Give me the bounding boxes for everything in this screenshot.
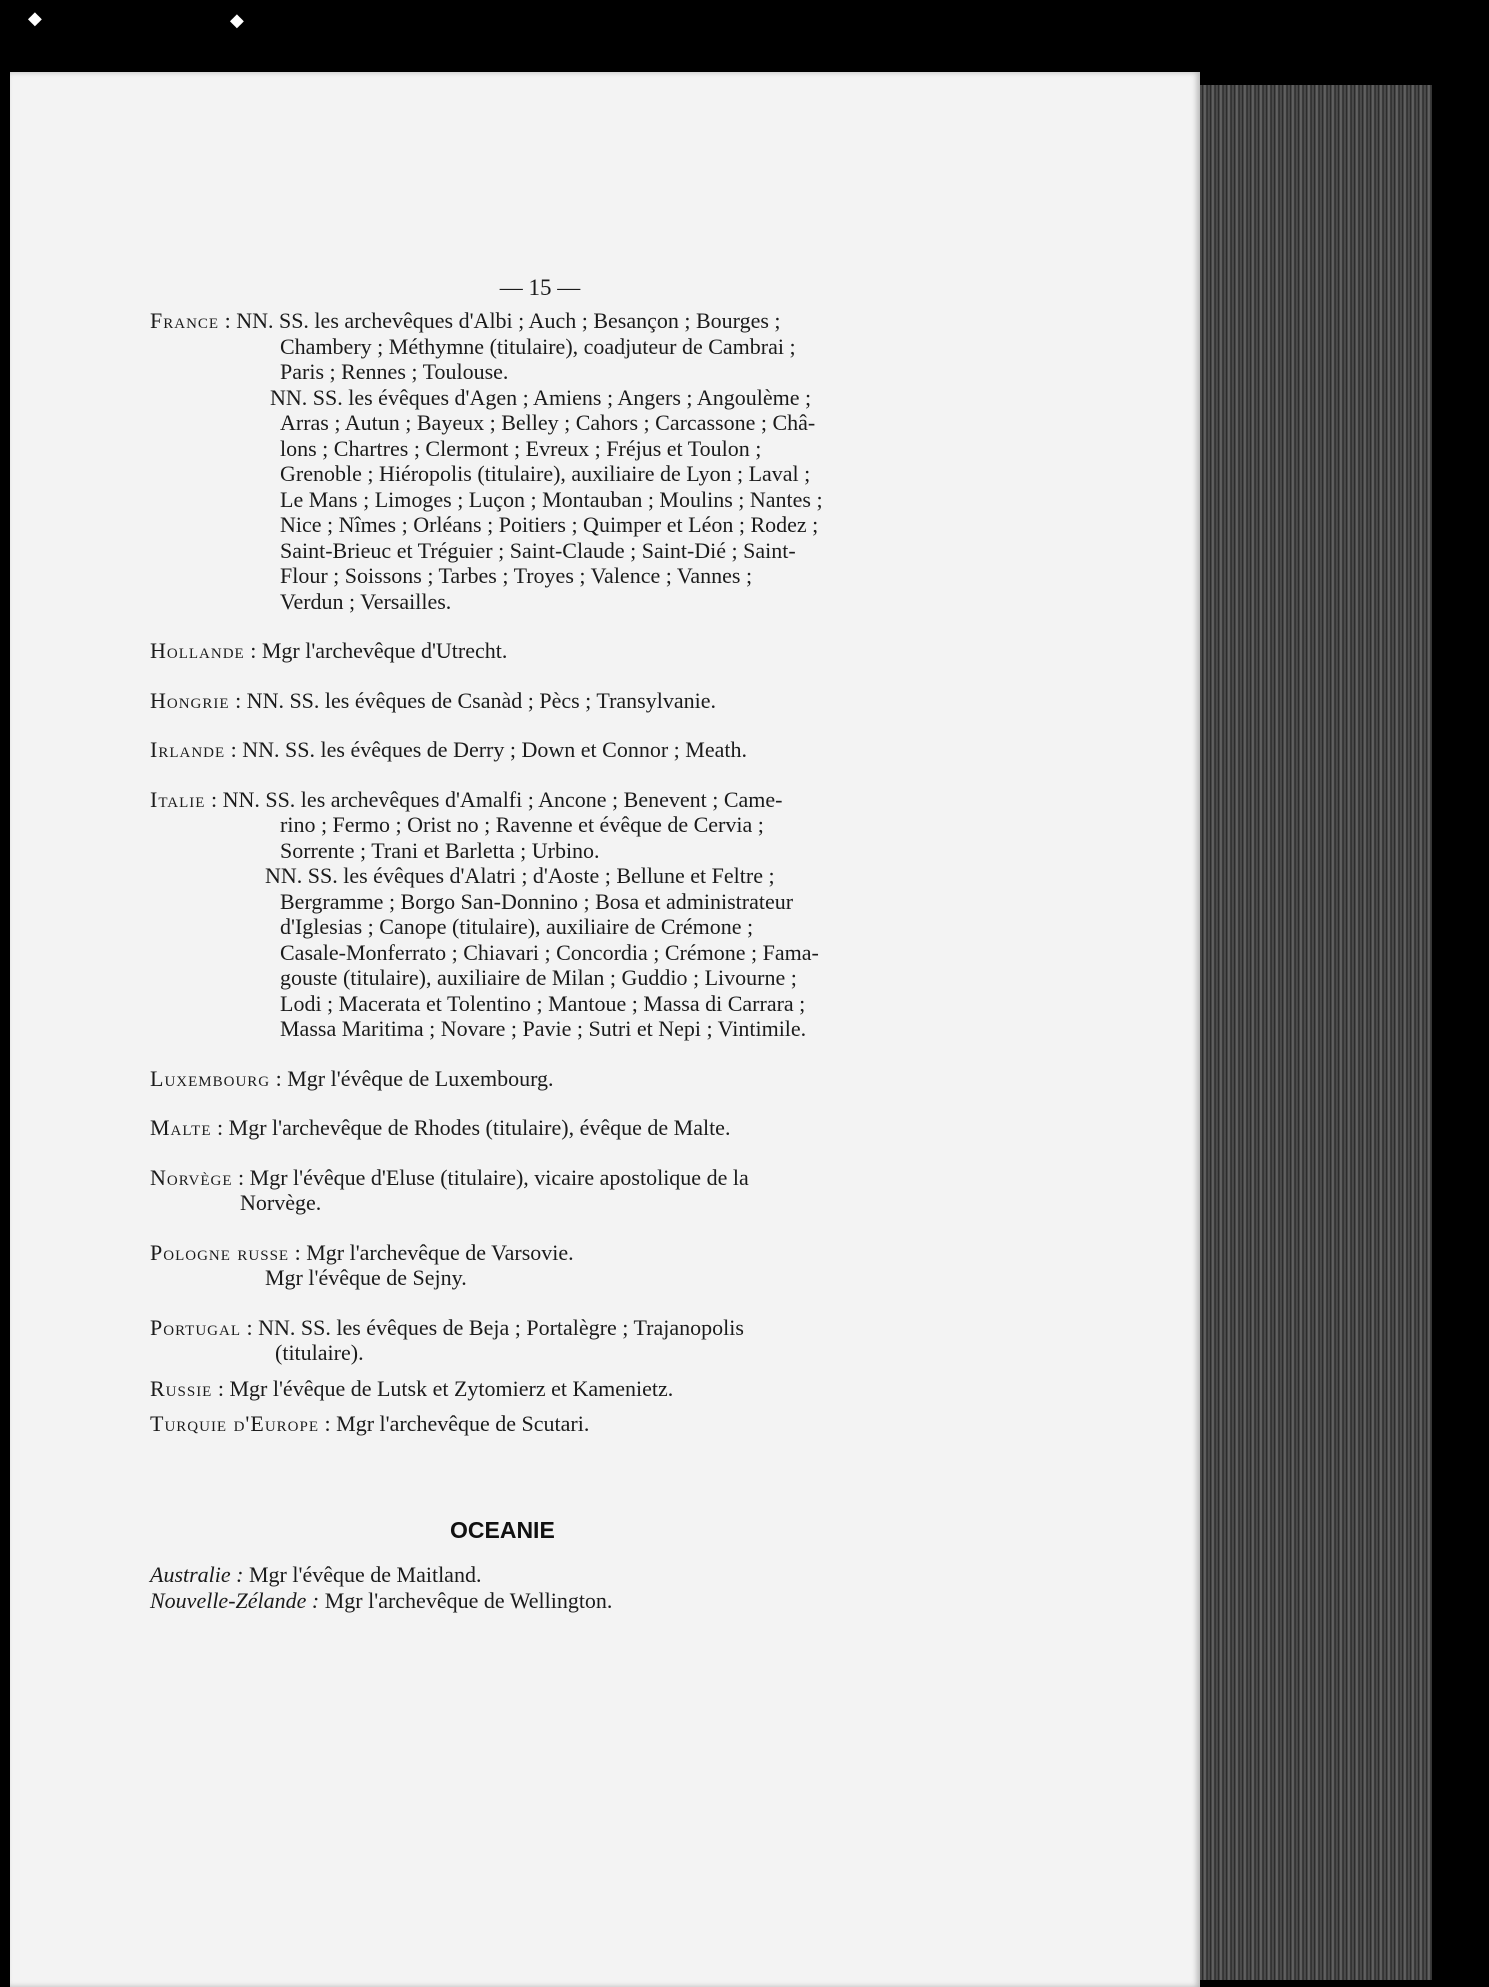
entry-text: : NN. SS. les évêques de Beja ; Portalègre ; Trajanopolis: [246, 1314, 744, 1340]
entry-text: Lodi ; Macerata et Tolentino ; Mantoue ; Massa di Carrara ;: [280, 990, 806, 1016]
document-body: [150, 270, 940, 1437]
entry-text: : Mgr l'archevêque de Scutari.: [324, 1411, 590, 1436]
country-label: Turquie d'Europe: [150, 1411, 320, 1436]
entry-text: Chambery ; Méthymne (titulaire), coadjuteur de Cambrai ;: [280, 333, 796, 359]
entry-hongrie: [150, 688, 940, 714]
oceanie-body: [150, 1562, 940, 1613]
entry-hollande: [150, 638, 940, 664]
entry-text: Mgr l'archevêque de Wellington.: [324, 1587, 613, 1613]
entry-text: Saint-Brieuc et Tréguier ; Saint-Claude ; Saint-Dié ; Saint-: [280, 537, 796, 563]
entry-text: : Mgr l'archevêque de Varsovie.: [294, 1239, 574, 1265]
entry-text: : NN. SS. les évêques de Csanàd ; Pècs ; Transylvanie.: [235, 687, 716, 713]
country-label: Hollande: [150, 638, 245, 663]
entry-text: Paris ; Rennes ; Toulouse.: [280, 359, 509, 384]
entry-text: : Mgr l'évêque d'Eluse (titulaire), vicaire apostolique de la: [238, 1164, 749, 1190]
entry-text: (titulaire).: [275, 1340, 364, 1365]
entry-pologne: [150, 1240, 940, 1291]
country-label: Irlande: [150, 737, 226, 762]
entry-text: Arras ; Autun ; Bayeux ; Belley ; Cahors ; Carcassone ; Châ-: [280, 410, 816, 435]
entry-text: : NN. SS. les évêques de Derry ; Down et Connor ; Meath.: [230, 737, 747, 762]
scan-speck: ◆: [230, 10, 244, 30]
entry-text: rino ; Fermo ; Orist no ; Ravenne et évêque de Cervia ;: [280, 812, 764, 837]
entry-turquie: [150, 1411, 940, 1437]
entry-portugal: [150, 1315, 940, 1366]
entry-text: Verdun ; Versailles.: [280, 588, 452, 614]
entry-norvege: [150, 1165, 940, 1216]
entry-text: : NN. SS. les archevêques d'Amalfi ; Ancone ; Benevent ; Came-: [210, 786, 783, 812]
entry-malte: [150, 1115, 940, 1141]
country-label: France: [150, 308, 220, 333]
entry-text: gouste (titulaire), auxiliaire de Milan ; Guddio ; Livourne ;: [280, 965, 797, 990]
country-label: Portugal: [150, 1314, 241, 1340]
entry-luxembourg: [150, 1066, 940, 1092]
entry-text: Grenoble ; Hiéropolis (titulaire), auxiliaire de Lyon ; Laval ;: [280, 461, 811, 486]
page-number: — 15 —: [499, 275, 581, 300]
entry-text: : Mgr l'archevêque de Rhodes (titulaire), évêque de Malte.: [217, 1115, 731, 1140]
region-label: Nouvelle-Zélande :: [150, 1587, 320, 1613]
entry-france: [150, 308, 940, 614]
entry-text: : Mgr l'archevêque d'Utrecht.: [250, 638, 508, 663]
entry-text: : NN. SS. les archevêques d'Albi ; Auch ; Besançon ; Bourges ;: [224, 308, 781, 333]
entry-text: Nice ; Nîmes ; Orléans ; Poitiers ; Quimper et Léon ; Rodez ;: [280, 512, 819, 537]
entry-text: Bergramme ; Borgo San-Donnino ; Bosa et administrateur: [280, 888, 794, 914]
entry-text: Massa Maritima ; Novare ; Pavie ; Sutri et Nepi ; Vintimile.: [280, 1016, 807, 1041]
country-label: Luxembourg: [150, 1065, 271, 1091]
entry-italie: [150, 787, 940, 1042]
region-label: Australie :: [150, 1562, 244, 1587]
entry-text: lons ; Chartres ; Clermont ; Evreux ; Fréjus et Toulon ;: [280, 435, 762, 461]
entry-text: Le Mans ; Limoges ; Luçon ; Montauban ; Moulins ; Nantes ;: [280, 486, 823, 512]
entry-text: Norvège.: [240, 1190, 322, 1215]
entry-text: Mgr l'évêque de Maitland.: [249, 1562, 482, 1587]
entry-irlande: [150, 737, 940, 763]
section-heading-oceanie: OCEANIE: [450, 1517, 555, 1543]
country-label: Hongrie: [150, 687, 230, 713]
entry-text: Flour ; Soissons ; Tarbes ; Troyes ; Valence ; Vannes ;: [280, 563, 753, 588]
entry-text: : Mgr l'évêque de Lutsk et Zytomierz et Kamenietz.: [217, 1375, 674, 1401]
entry-text: Sorrente ; Trani et Barletta ; Urbino.: [280, 837, 600, 863]
scan-speck: ◆: [28, 8, 42, 28]
country-label: Russie: [150, 1375, 213, 1401]
country-label: Italie: [150, 786, 206, 812]
entry-text: NN. SS. les évêques d'Alatri ; d'Aoste ; Bellune et Feltre ;: [265, 863, 775, 888]
country-label: Malte: [150, 1115, 212, 1140]
book-page-edges: [1195, 85, 1432, 1980]
country-label: Pologne russe: [150, 1239, 290, 1265]
entry-text: NN. SS. les évêques d'Agen ; Amiens ; Angers ; Angoulème ;: [270, 384, 812, 410]
entry-text: : Mgr l'évêque de Luxembourg.: [275, 1065, 554, 1091]
entry-text: Mgr l'évêque de Sejny.: [265, 1265, 467, 1290]
country-label: Norvège: [150, 1164, 233, 1190]
entry-russie: [150, 1376, 940, 1402]
entry-text: d'Iglesias ; Canope (titulaire), auxiliaire de Crémone ;: [280, 914, 754, 939]
entry-text: Casale-Monferrato ; Chiavari ; Concordia ; Crémone ; Fama-: [280, 939, 819, 965]
